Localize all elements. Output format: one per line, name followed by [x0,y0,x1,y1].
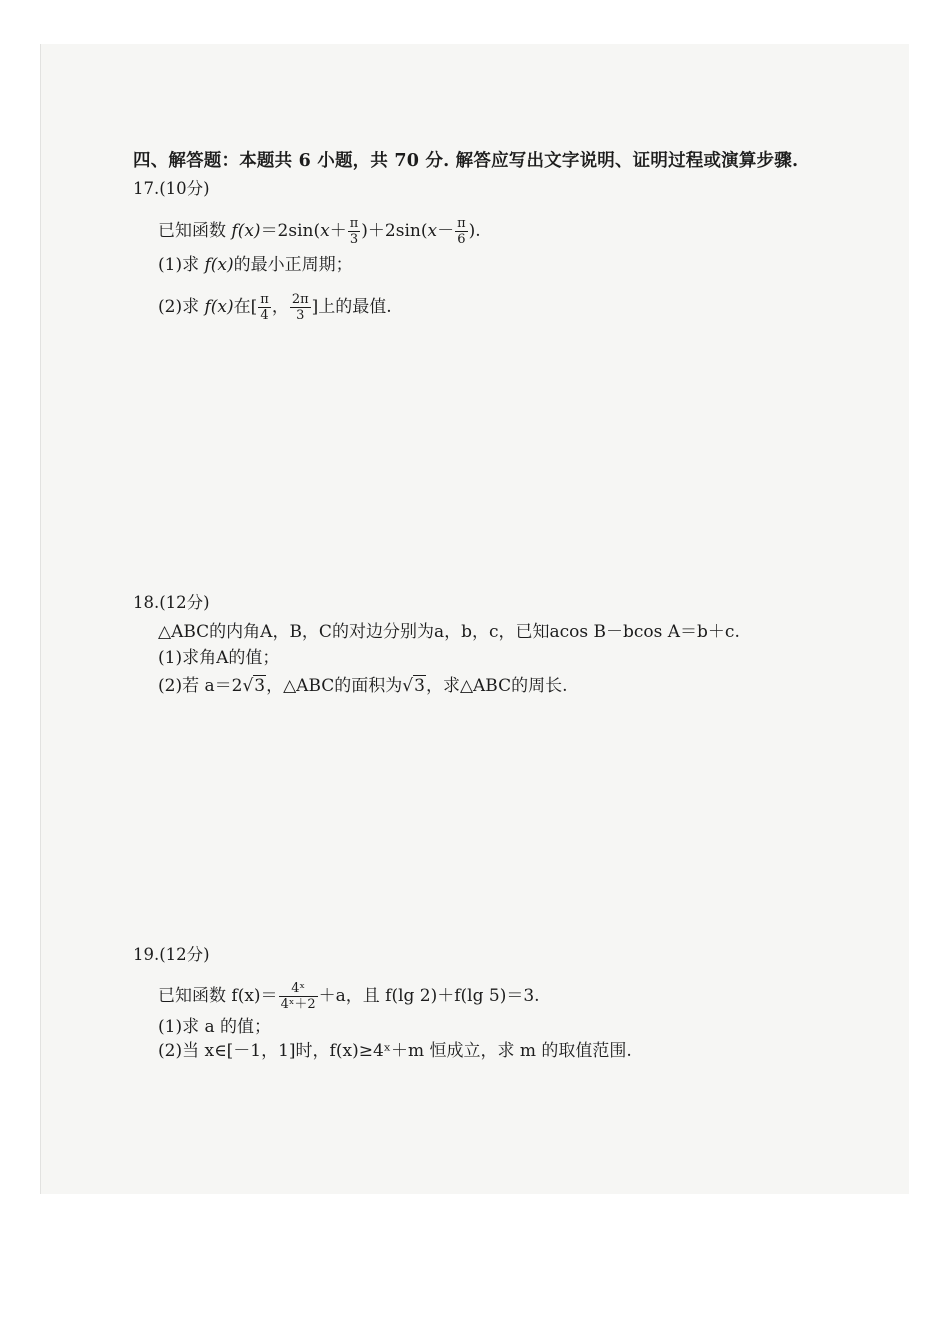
q17-part2-prefix: (2)求 [158,297,205,317]
frac-denominator: 4 [260,308,269,323]
q17-intro: 已知函数 [158,221,226,241]
frac-denominator: 4ˣ＋2 [280,997,316,1012]
frac-denominator: 3 [296,308,305,323]
q17-part1-func: f(x) [204,255,234,275]
q17-comma: ， [271,297,289,317]
q18-part2-b: ，△ABC的面积为 [266,676,403,696]
frac-numerator: π [349,216,359,231]
section-header: 四、解答题：本题共 6 小题，共 70 分. 解答应写出文字说明、证明过程或演算步骤. [133,151,799,171]
fraction-4x-over-4x-plus-2 [279,981,318,1012]
q17-end: ). [468,221,481,241]
q18-part2-c: ，求△ABC的周长. [425,676,568,696]
q17-part1-prefix: (1)求 [158,255,205,275]
fraction-pi-over-4 [258,292,271,323]
q17-func: f(x) [231,221,261,241]
q17-plus: ＋ [329,221,347,241]
fraction-pi-over-6 [455,216,468,247]
q17-x1: x [320,221,330,241]
frac-numerator: π [457,216,466,231]
sqrt-sign: √ [242,676,254,696]
sqrt-sign: √ [402,676,414,696]
sqrt-radicand: 3 [254,676,266,696]
q17-x2: x [427,221,438,241]
question-18-part-2 [158,675,568,697]
q17-part2-mid: 在[ [233,297,258,317]
question-18-part-1: (1)求角A的值； [158,648,280,668]
question-17-part-2 [158,292,392,323]
question-17-part-1 [158,254,353,276]
fraction-2pi-over-3 [290,292,311,323]
q17-minus: － [437,221,455,241]
q17-mid: )＋2sin( [361,221,428,241]
fraction-pi-over-3 [348,216,361,247]
frac-numerator: 4ˣ [279,981,318,997]
q17-part2-suffix: ]上的最值. [311,297,392,317]
question-19-statement [158,981,540,1012]
q17-part1-suffix: 的最小正周期； [233,255,353,275]
sqrt-radicand: 3 [414,676,425,696]
question-17-number: 17.(10分) [133,179,210,198]
q17-eq: ＝2sin( [260,221,321,241]
question-18-statement: △ABC的内角A，B，C的对边分别为a，b，c，已知acos B－bcos A＝b＋c. [158,622,740,642]
question-18-number: 18.(12分) [133,593,210,612]
frac-numerator: π [260,292,269,307]
q19-rest: ＋a，且 f(lg 2)＋f(lg 5)＝3. [318,986,540,1006]
frac-numerator: 2π [291,292,309,307]
q17-part2-func: f(x) [204,297,234,317]
frac-denominator: 3 [349,232,359,247]
question-19-number: 19.(12分) [133,945,210,964]
q18-part2-a: (2)若 a＝2 [158,676,243,696]
question-17-statement [158,216,481,247]
question-19-part-1: (1)求 a 的值； [158,1017,272,1037]
question-19-part-2: (2)当 x∈[－1，1]时，f(x)≥4ˣ＋m 恒成立，求 m 的取值范围. [158,1041,632,1061]
frac-denominator: 6 [457,232,466,247]
q19-intro: 已知函数 f(x)＝ [158,986,278,1006]
